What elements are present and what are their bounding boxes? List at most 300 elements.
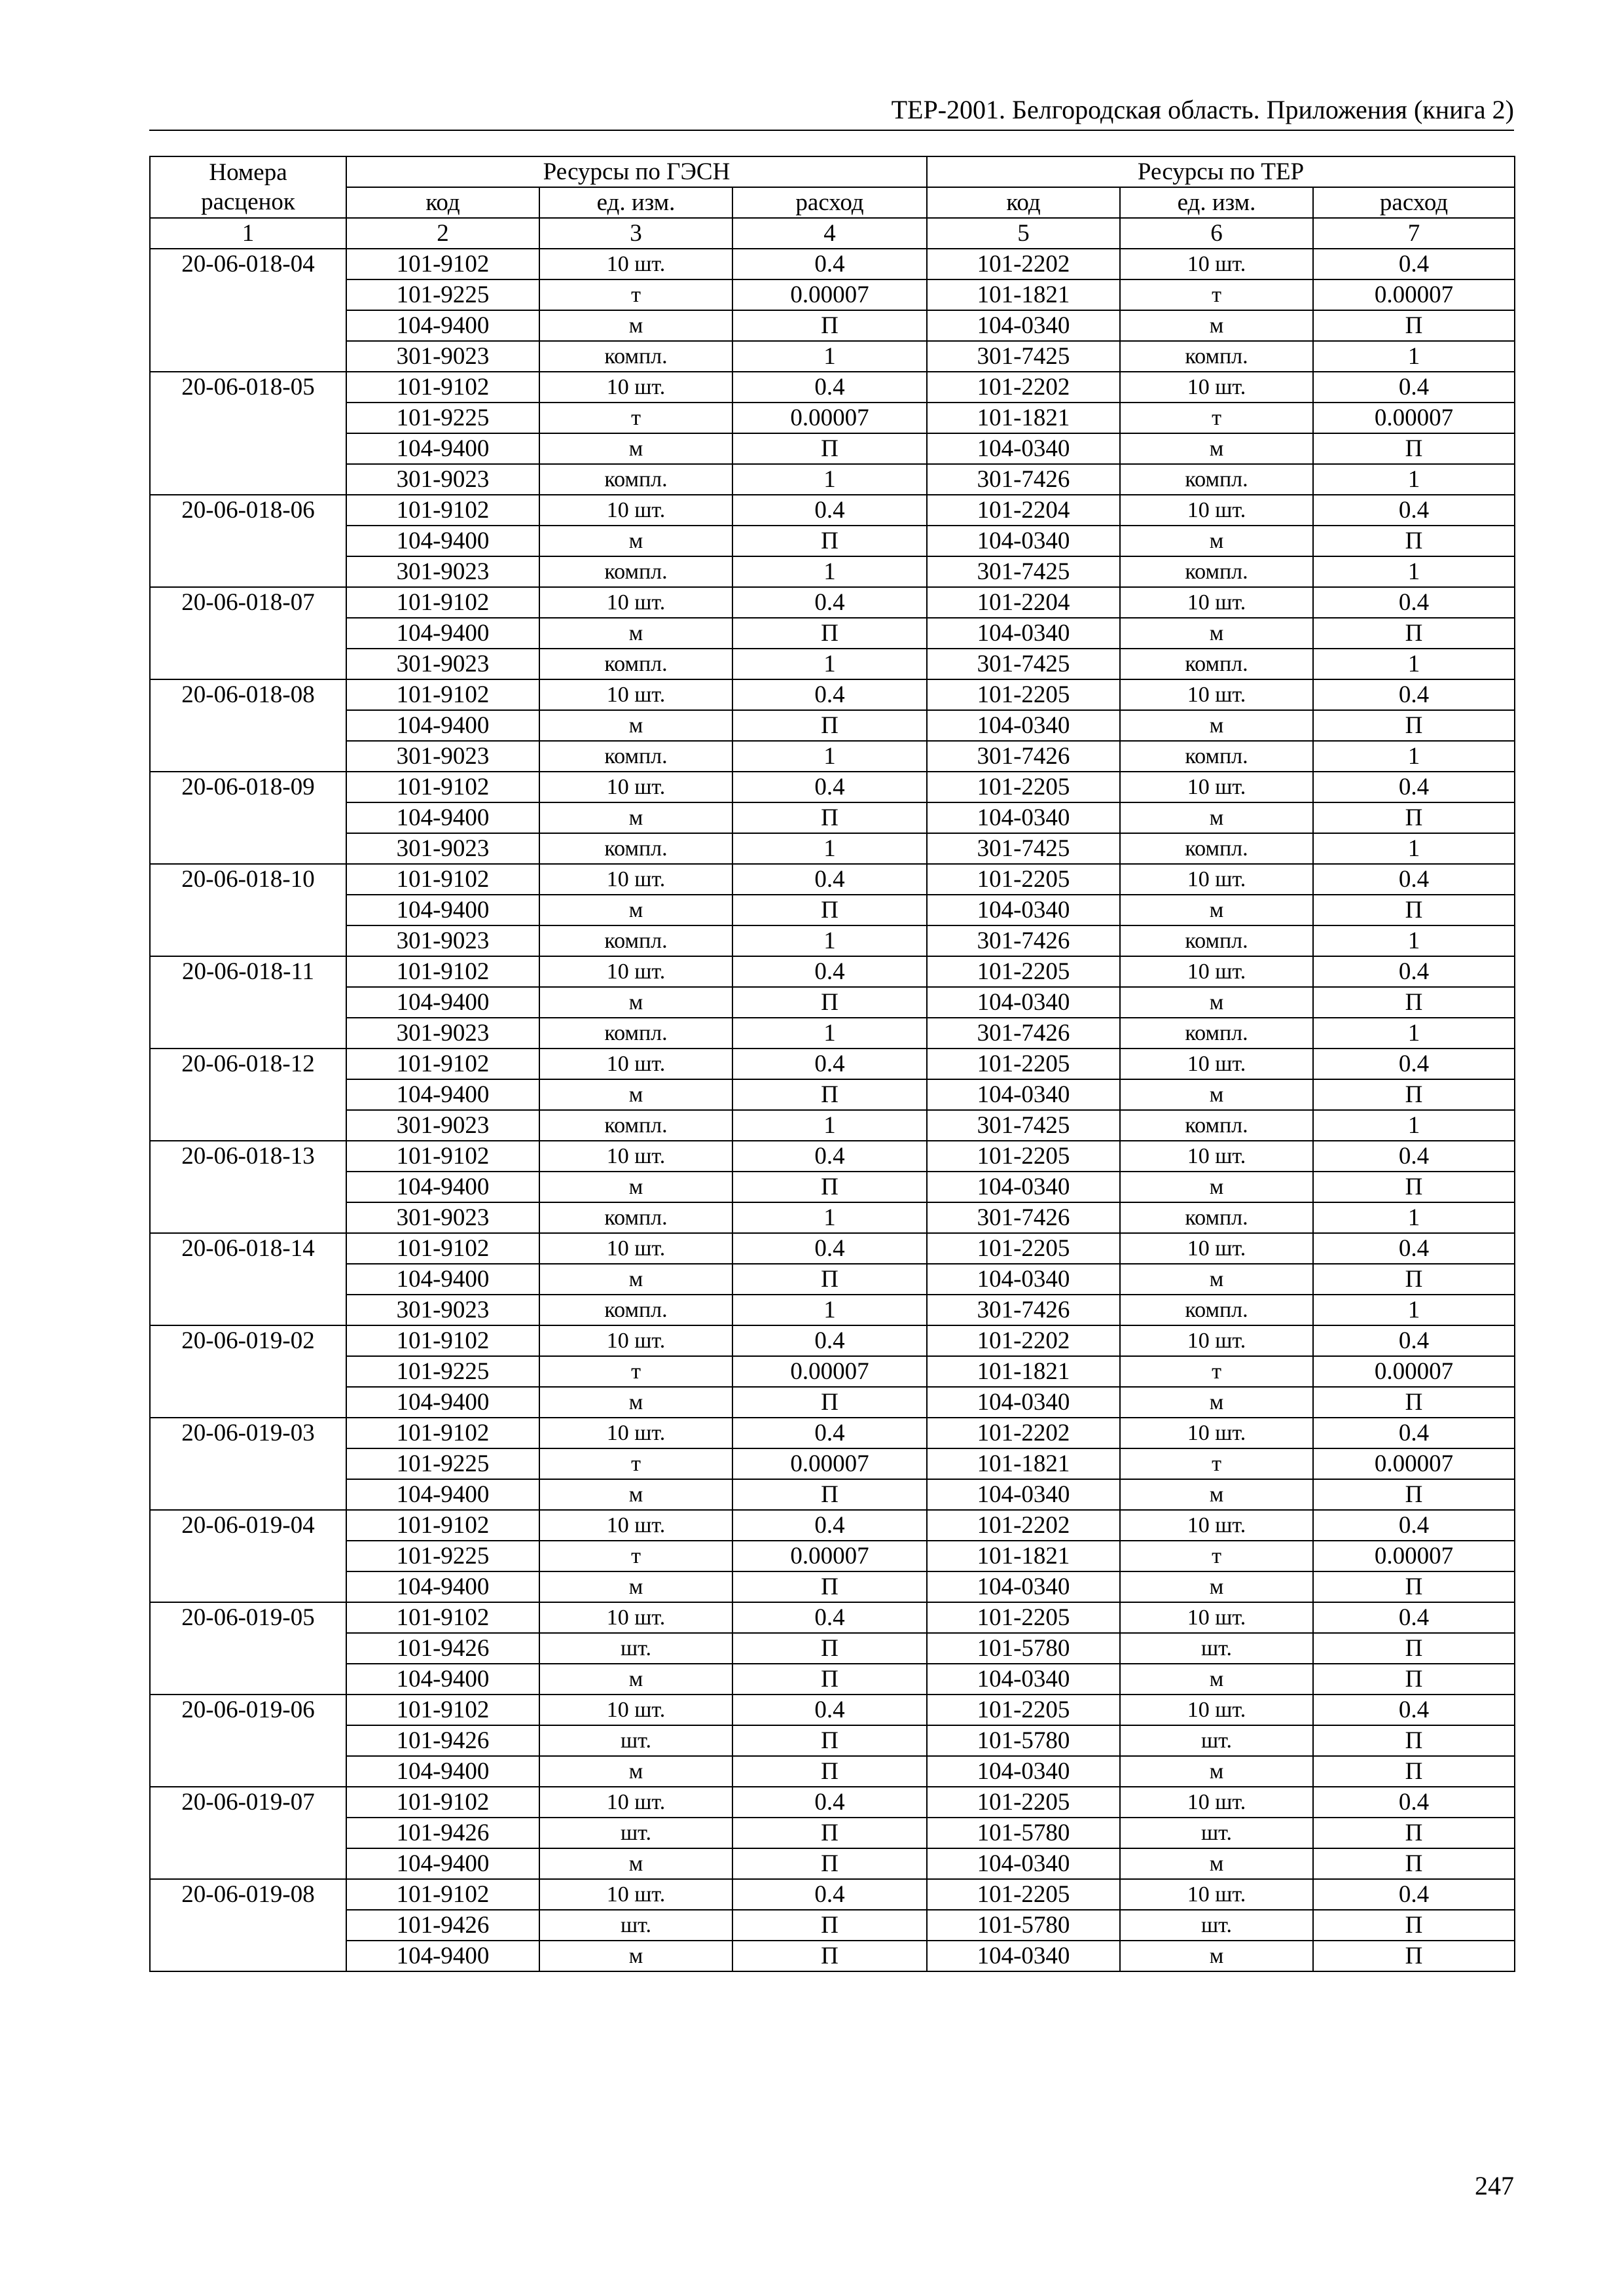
gesn-consumption-cell: 1 [732, 649, 927, 679]
gesn-code-cell: 104-9400 [346, 1387, 539, 1418]
table-row [150, 1264, 1515, 1295]
ter-unit-cell: м [1120, 1848, 1313, 1879]
gesn-unit-cell: компл. [539, 925, 732, 956]
gesn-code-cell: 101-9102 [346, 679, 539, 710]
gesn-code-cell: 104-9400 [346, 987, 539, 1018]
table-row [150, 772, 1515, 802]
gesn-unit-cell: шт. [539, 1910, 732, 1941]
ter-code-cell: 101-1821 [927, 1541, 1120, 1571]
ter-code-cell: 301-7426 [927, 464, 1120, 495]
page-header: ТЕР-2001. Белгородская область. Приложения (книга 2) [149, 90, 1514, 131]
rate-number-cell: 20-06-018-10 [150, 864, 346, 956]
col-header-ter-resources: Ресурсы по ТЕР [927, 156, 1515, 187]
ter-consumption-cell: 1 [1313, 464, 1515, 495]
gesn-code-cell: 101-9102 [346, 772, 539, 802]
ter-unit-cell: компл. [1120, 1110, 1313, 1141]
gesn-unit-cell: 10 шт. [539, 1233, 732, 1264]
table-row [150, 433, 1515, 464]
gesn-code-cell: 104-9400 [346, 1079, 539, 1110]
gesn-code-cell: 101-9225 [346, 1541, 539, 1571]
gesn-code-cell: 301-9023 [346, 833, 539, 864]
ter-unit-cell: 10 шт. [1120, 1418, 1313, 1448]
gesn-consumption-cell: П [732, 1479, 927, 1510]
gesn-consumption-cell: 0.4 [732, 372, 927, 403]
ter-unit-cell: м [1120, 802, 1313, 833]
gesn-code-cell: 104-9400 [346, 802, 539, 833]
table-row [150, 1848, 1515, 1879]
gesn-consumption-cell: П [732, 310, 927, 341]
ter-consumption-cell: П [1313, 1571, 1515, 1602]
gesn-consumption-cell: 0.00007 [732, 1356, 927, 1387]
ter-code-cell: 104-0340 [927, 1571, 1120, 1602]
ter-code-cell: 301-7426 [927, 925, 1120, 956]
ter-consumption-cell: 1 [1313, 1202, 1515, 1233]
gesn-unit-cell: компл. [539, 341, 732, 372]
ter-consumption-cell: П [1313, 1725, 1515, 1756]
ter-consumption-cell: П [1313, 802, 1515, 833]
resources-table [149, 156, 1515, 1972]
table-row [150, 341, 1515, 372]
gesn-unit-cell: м [539, 987, 732, 1018]
gesn-consumption-cell: 1 [732, 925, 927, 956]
ter-consumption-cell: 0.00007 [1313, 403, 1515, 433]
gesn-code-cell: 301-9023 [346, 741, 539, 772]
table-row [150, 1479, 1515, 1510]
table-row [150, 1387, 1515, 1418]
ter-consumption-cell: П [1313, 1479, 1515, 1510]
ter-unit-cell: компл. [1120, 1018, 1313, 1049]
ter-unit-cell: т [1120, 279, 1313, 310]
ter-consumption-cell: 0.4 [1313, 1141, 1515, 1172]
ter-unit-cell: 10 шт. [1120, 1325, 1313, 1356]
table-row [150, 1018, 1515, 1049]
gesn-unit-cell: м [539, 1848, 732, 1879]
ter-consumption-cell: 0.4 [1313, 1602, 1515, 1633]
table-row [150, 1510, 1515, 1541]
table-row [150, 1571, 1515, 1602]
gesn-unit-cell: м [539, 618, 732, 649]
gesn-code-cell: 301-9023 [346, 556, 539, 587]
gesn-consumption-cell: 0.00007 [732, 1541, 927, 1571]
ter-code-cell: 101-2202 [927, 1510, 1120, 1541]
ter-code-cell: 104-0340 [927, 1387, 1120, 1418]
ter-consumption-cell: П [1313, 1172, 1515, 1202]
column-number: 1 [150, 218, 346, 249]
gesn-code-cell: 101-9225 [346, 279, 539, 310]
gesn-unit-cell: 10 шт. [539, 587, 732, 618]
table-row [150, 1295, 1515, 1325]
gesn-unit-cell: 10 шт. [539, 1695, 732, 1725]
ter-consumption-cell: 0.4 [1313, 249, 1515, 279]
ter-code-cell: 104-0340 [927, 987, 1120, 1018]
gesn-code-cell: 101-9102 [346, 864, 539, 895]
ter-consumption-cell: 0.4 [1313, 1233, 1515, 1264]
column-number: 5 [927, 218, 1120, 249]
ter-unit-cell: 10 шт. [1120, 372, 1313, 403]
gesn-consumption-cell: П [732, 1571, 927, 1602]
ter-code-cell: 104-0340 [927, 1479, 1120, 1510]
ter-unit-cell: компл. [1120, 341, 1313, 372]
ter-code-cell: 104-0340 [927, 802, 1120, 833]
gesn-unit-cell: компл. [539, 1202, 732, 1233]
ter-unit-cell: 10 шт. [1120, 1049, 1313, 1079]
gesn-consumption-cell: 1 [732, 1110, 927, 1141]
gesn-code-cell: 301-9023 [346, 649, 539, 679]
ter-consumption-cell: 0.4 [1313, 1695, 1515, 1725]
ter-code-cell: 301-7426 [927, 741, 1120, 772]
ter-unit-cell: 10 шт. [1120, 495, 1313, 526]
gesn-unit-cell: т [539, 403, 732, 433]
table-row [150, 464, 1515, 495]
ter-consumption-cell: П [1313, 1079, 1515, 1110]
gesn-unit-cell: м [539, 433, 732, 464]
table-row [150, 587, 1515, 618]
gesn-consumption-cell: П [732, 1387, 927, 1418]
gesn-consumption-cell: 0.4 [732, 864, 927, 895]
gesn-unit-cell: м [539, 1172, 732, 1202]
ter-code-cell: 101-2202 [927, 1418, 1120, 1448]
ter-code-cell: 101-2202 [927, 1325, 1120, 1356]
gesn-consumption-cell: 0.4 [732, 1141, 927, 1172]
rate-number-cell: 20-06-019-04 [150, 1510, 346, 1602]
table-row [150, 1418, 1515, 1448]
ter-consumption-cell: 0.4 [1313, 495, 1515, 526]
gesn-unit-cell: 10 шт. [539, 1602, 732, 1633]
gesn-unit-cell: т [539, 1448, 732, 1479]
ter-consumption-cell: П [1313, 1756, 1515, 1787]
gesn-consumption-cell: П [732, 1172, 927, 1202]
gesn-consumption-cell: П [732, 433, 927, 464]
ter-unit-cell: 10 шт. [1120, 864, 1313, 895]
group-header-row [150, 156, 1515, 187]
ter-code-cell: 101-2205 [927, 1233, 1120, 1264]
gesn-consumption-cell: П [732, 1756, 927, 1787]
ter-code-cell: 101-1821 [927, 1448, 1120, 1479]
ter-unit-cell: м [1120, 1941, 1313, 1971]
table-row [150, 1448, 1515, 1479]
ter-unit-cell: м [1120, 1571, 1313, 1602]
ter-consumption-cell: П [1313, 433, 1515, 464]
gesn-unit-cell: м [539, 1571, 732, 1602]
gesn-consumption-cell: П [732, 1079, 927, 1110]
rate-number-cell: 20-06-019-08 [150, 1879, 346, 1971]
table-row [150, 310, 1515, 341]
ter-consumption-cell: 1 [1313, 833, 1515, 864]
ter-consumption-cell: 0.4 [1313, 956, 1515, 987]
table-row [150, 1325, 1515, 1356]
col-header-gesn-unit: ед. изм. [539, 187, 732, 218]
table-row [150, 1941, 1515, 1971]
table-row [150, 987, 1515, 1018]
table-row [150, 1879, 1515, 1910]
table-row [150, 1664, 1515, 1695]
gesn-consumption-cell: 0.4 [732, 587, 927, 618]
gesn-unit-cell: 10 шт. [539, 1787, 732, 1818]
ter-code-cell: 101-1821 [927, 403, 1120, 433]
ter-code-cell: 104-0340 [927, 1264, 1120, 1295]
ter-code-cell: 301-7426 [927, 1295, 1120, 1325]
ter-code-cell: 101-2204 [927, 495, 1120, 526]
ter-unit-cell: шт. [1120, 1818, 1313, 1848]
col-header-ter-consumption: расход [1313, 187, 1515, 218]
gesn-unit-cell: 10 шт. [539, 1049, 732, 1079]
gesn-consumption-cell: 0.4 [732, 679, 927, 710]
ter-unit-cell: компл. [1120, 1202, 1313, 1233]
ter-unit-cell: шт. [1120, 1910, 1313, 1941]
ter-unit-cell: м [1120, 433, 1313, 464]
ter-consumption-cell: П [1313, 1848, 1515, 1879]
column-number: 3 [539, 218, 732, 249]
ter-code-cell: 301-7425 [927, 833, 1120, 864]
rate-number-cell: 20-06-019-05 [150, 1602, 346, 1695]
gesn-unit-cell: шт. [539, 1725, 732, 1756]
ter-unit-cell: компл. [1120, 925, 1313, 956]
gesn-consumption-cell: 0.4 [732, 495, 927, 526]
ter-consumption-cell: 0.4 [1313, 679, 1515, 710]
ter-unit-cell: м [1120, 526, 1313, 556]
column-number: 4 [732, 218, 927, 249]
gesn-code-cell: 104-9400 [346, 1172, 539, 1202]
rate-number-cell: 20-06-018-04 [150, 249, 346, 372]
ter-code-cell: 101-5780 [927, 1910, 1120, 1941]
gesn-code-cell: 101-9102 [346, 1879, 539, 1910]
gesn-code-cell: 104-9400 [346, 1941, 539, 1971]
ter-consumption-cell: П [1313, 310, 1515, 341]
gesn-code-cell: 101-9426 [346, 1725, 539, 1756]
table-row [150, 679, 1515, 710]
gesn-consumption-cell: П [732, 987, 927, 1018]
rate-number-cell: 20-06-018-09 [150, 772, 346, 864]
gesn-code-cell: 301-9023 [346, 1295, 539, 1325]
rate-number-cell: 20-06-019-06 [150, 1695, 346, 1787]
gesn-code-cell: 101-9102 [346, 249, 539, 279]
rate-number-cell: 20-06-019-07 [150, 1787, 346, 1879]
gesn-consumption-cell: 1 [732, 1018, 927, 1049]
gesn-consumption-cell: 1 [732, 341, 927, 372]
ter-consumption-cell: П [1313, 1633, 1515, 1664]
column-number: 7 [1313, 218, 1515, 249]
ter-unit-cell: м [1120, 710, 1313, 741]
gesn-code-cell: 101-9102 [346, 1602, 539, 1633]
gesn-code-cell: 104-9400 [346, 1571, 539, 1602]
ter-consumption-cell: 1 [1313, 925, 1515, 956]
gesn-code-cell: 101-9426 [346, 1633, 539, 1664]
gesn-unit-cell: 10 шт. [539, 495, 732, 526]
ter-unit-cell: 10 шт. [1120, 1510, 1313, 1541]
table-row [150, 1787, 1515, 1818]
ter-consumption-cell: 0.4 [1313, 1049, 1515, 1079]
ter-unit-cell: т [1120, 403, 1313, 433]
ter-unit-cell: м [1120, 1479, 1313, 1510]
gesn-unit-cell: м [539, 310, 732, 341]
ter-code-cell: 101-2205 [927, 772, 1120, 802]
gesn-unit-cell: компл. [539, 1295, 732, 1325]
gesn-unit-cell: 10 шт. [539, 249, 732, 279]
ter-code-cell: 101-1821 [927, 279, 1120, 310]
ter-code-cell: 101-2202 [927, 249, 1120, 279]
gesn-unit-cell: т [539, 279, 732, 310]
gesn-unit-cell: м [539, 895, 732, 925]
table-row [150, 372, 1515, 403]
ter-code-cell: 104-0340 [927, 1756, 1120, 1787]
ter-consumption-cell: П [1313, 1910, 1515, 1941]
ter-unit-cell: компл. [1120, 556, 1313, 587]
ter-code-cell: 104-0340 [927, 1172, 1120, 1202]
gesn-code-cell: 101-9102 [346, 1049, 539, 1079]
ter-consumption-cell: 0.00007 [1313, 279, 1515, 310]
ter-code-cell: 301-7425 [927, 341, 1120, 372]
gesn-consumption-cell: П [732, 1941, 927, 1971]
gesn-consumption-cell: П [732, 710, 927, 741]
gesn-unit-cell: м [539, 1079, 732, 1110]
ter-code-cell: 301-7425 [927, 556, 1120, 587]
ter-consumption-cell: 0.4 [1313, 864, 1515, 895]
ter-consumption-cell: П [1313, 987, 1515, 1018]
ter-consumption-cell: 1 [1313, 556, 1515, 587]
ter-code-cell: 101-2205 [927, 1879, 1120, 1910]
ter-unit-cell: компл. [1120, 464, 1313, 495]
ter-code-cell: 101-2205 [927, 1695, 1120, 1725]
ter-consumption-cell: П [1313, 618, 1515, 649]
gesn-code-cell: 101-9426 [346, 1818, 539, 1848]
table-row [150, 864, 1515, 895]
table-row [150, 1110, 1515, 1141]
ter-consumption-cell: П [1313, 1264, 1515, 1295]
rate-number-cell: 20-06-018-07 [150, 587, 346, 679]
gesn-consumption-cell: П [732, 526, 927, 556]
table-row [150, 1695, 1515, 1725]
gesn-consumption-cell: П [732, 618, 927, 649]
ter-unit-cell: 10 шт. [1120, 1695, 1313, 1725]
ter-code-cell: 101-2205 [927, 679, 1120, 710]
gesn-unit-cell: компл. [539, 649, 732, 679]
rate-number-cell: 20-06-019-03 [150, 1418, 346, 1510]
ter-code-cell: 301-7425 [927, 1110, 1120, 1141]
ter-consumption-cell: П [1313, 526, 1515, 556]
sub-header-row [150, 187, 1515, 218]
gesn-unit-cell: 10 шт. [539, 372, 732, 403]
ter-code-cell: 104-0340 [927, 710, 1120, 741]
gesn-code-cell: 104-9400 [346, 310, 539, 341]
ter-unit-cell: компл. [1120, 1295, 1313, 1325]
table-row [150, 495, 1515, 526]
ter-code-cell: 101-2205 [927, 1787, 1120, 1818]
column-number: 2 [346, 218, 539, 249]
gesn-consumption-cell: 0.4 [732, 1233, 927, 1264]
gesn-consumption-cell: 0.00007 [732, 403, 927, 433]
ter-unit-cell: 10 шт. [1120, 249, 1313, 279]
ter-code-cell: 104-0340 [927, 1941, 1120, 1971]
gesn-code-cell: 101-9102 [346, 1418, 539, 1448]
gesn-consumption-cell: П [732, 1264, 927, 1295]
ter-code-cell: 104-0340 [927, 1848, 1120, 1879]
gesn-unit-cell: 10 шт. [539, 1879, 732, 1910]
table-row [150, 802, 1515, 833]
gesn-code-cell: 101-9225 [346, 1448, 539, 1479]
ter-unit-cell: компл. [1120, 649, 1313, 679]
gesn-consumption-cell: 0.4 [732, 1879, 927, 1910]
gesn-consumption-cell: П [732, 1725, 927, 1756]
col-header-gesn-consumption: расход [732, 187, 927, 218]
gesn-consumption-cell: П [732, 1848, 927, 1879]
ter-consumption-cell: 0.4 [1313, 1325, 1515, 1356]
gesn-unit-cell: компл. [539, 556, 732, 587]
ter-code-cell: 104-0340 [927, 618, 1120, 649]
ter-unit-cell: м [1120, 618, 1313, 649]
ter-unit-cell: 10 шт. [1120, 772, 1313, 802]
rate-number-cell: 20-06-018-05 [150, 372, 346, 495]
ter-code-cell: 101-5780 [927, 1633, 1120, 1664]
ter-unit-cell: шт. [1120, 1633, 1313, 1664]
table-row [150, 1141, 1515, 1172]
gesn-consumption-cell: П [732, 1633, 927, 1664]
ter-consumption-cell: 1 [1313, 1295, 1515, 1325]
ter-unit-cell: т [1120, 1448, 1313, 1479]
gesn-code-cell: 301-9023 [346, 1018, 539, 1049]
rate-number-cell: 20-06-019-02 [150, 1325, 346, 1418]
ter-unit-cell: 10 шт. [1120, 587, 1313, 618]
gesn-unit-cell: м [539, 526, 732, 556]
ter-consumption-cell: П [1313, 1664, 1515, 1695]
gesn-consumption-cell: 0.4 [732, 1325, 927, 1356]
gesn-unit-cell: компл. [539, 1018, 732, 1049]
gesn-consumption-cell: 0.4 [732, 772, 927, 802]
table-row [150, 556, 1515, 587]
ter-unit-cell: м [1120, 1756, 1313, 1787]
ter-consumption-cell: П [1313, 1387, 1515, 1418]
gesn-consumption-cell: 0.4 [732, 1602, 927, 1633]
gesn-unit-cell: 10 шт. [539, 772, 732, 802]
table-row [150, 1541, 1515, 1571]
ter-code-cell: 101-2202 [927, 372, 1120, 403]
gesn-code-cell: 301-9023 [346, 1202, 539, 1233]
gesn-consumption-cell: 0.4 [732, 1418, 927, 1448]
column-number-row [150, 218, 1515, 249]
gesn-code-cell: 101-9102 [346, 1233, 539, 1264]
table-row [150, 1233, 1515, 1264]
table-row [150, 1202, 1515, 1233]
gesn-code-cell: 104-9400 [346, 526, 539, 556]
gesn-consumption-cell: 0.00007 [732, 279, 927, 310]
table-row [150, 1079, 1515, 1110]
table-row [150, 1756, 1515, 1787]
gesn-code-cell: 104-9400 [346, 1264, 539, 1295]
gesn-consumption-cell: 0.4 [732, 1787, 927, 1818]
table-row [150, 279, 1515, 310]
ter-unit-cell: м [1120, 1079, 1313, 1110]
gesn-unit-cell: 10 шт. [539, 1510, 732, 1541]
gesn-consumption-cell: 0.4 [732, 249, 927, 279]
ter-unit-cell: м [1120, 987, 1313, 1018]
ter-consumption-cell: П [1313, 1941, 1515, 1971]
table-row [150, 1356, 1515, 1387]
table-row [150, 1633, 1515, 1664]
ter-unit-cell: м [1120, 895, 1313, 925]
gesn-unit-cell: т [539, 1541, 732, 1571]
gesn-code-cell: 101-9225 [346, 403, 539, 433]
ter-code-cell: 101-2205 [927, 1602, 1120, 1633]
table-row [150, 249, 1515, 279]
table-row [150, 1049, 1515, 1079]
table-row [150, 1602, 1515, 1633]
gesn-consumption-cell: 1 [732, 464, 927, 495]
gesn-consumption-cell: 0.4 [732, 1510, 927, 1541]
ter-consumption-cell: П [1313, 895, 1515, 925]
gesn-consumption-cell: 1 [732, 833, 927, 864]
ter-consumption-cell: 0.4 [1313, 372, 1515, 403]
table-row [150, 833, 1515, 864]
gesn-unit-cell: компл. [539, 833, 732, 864]
